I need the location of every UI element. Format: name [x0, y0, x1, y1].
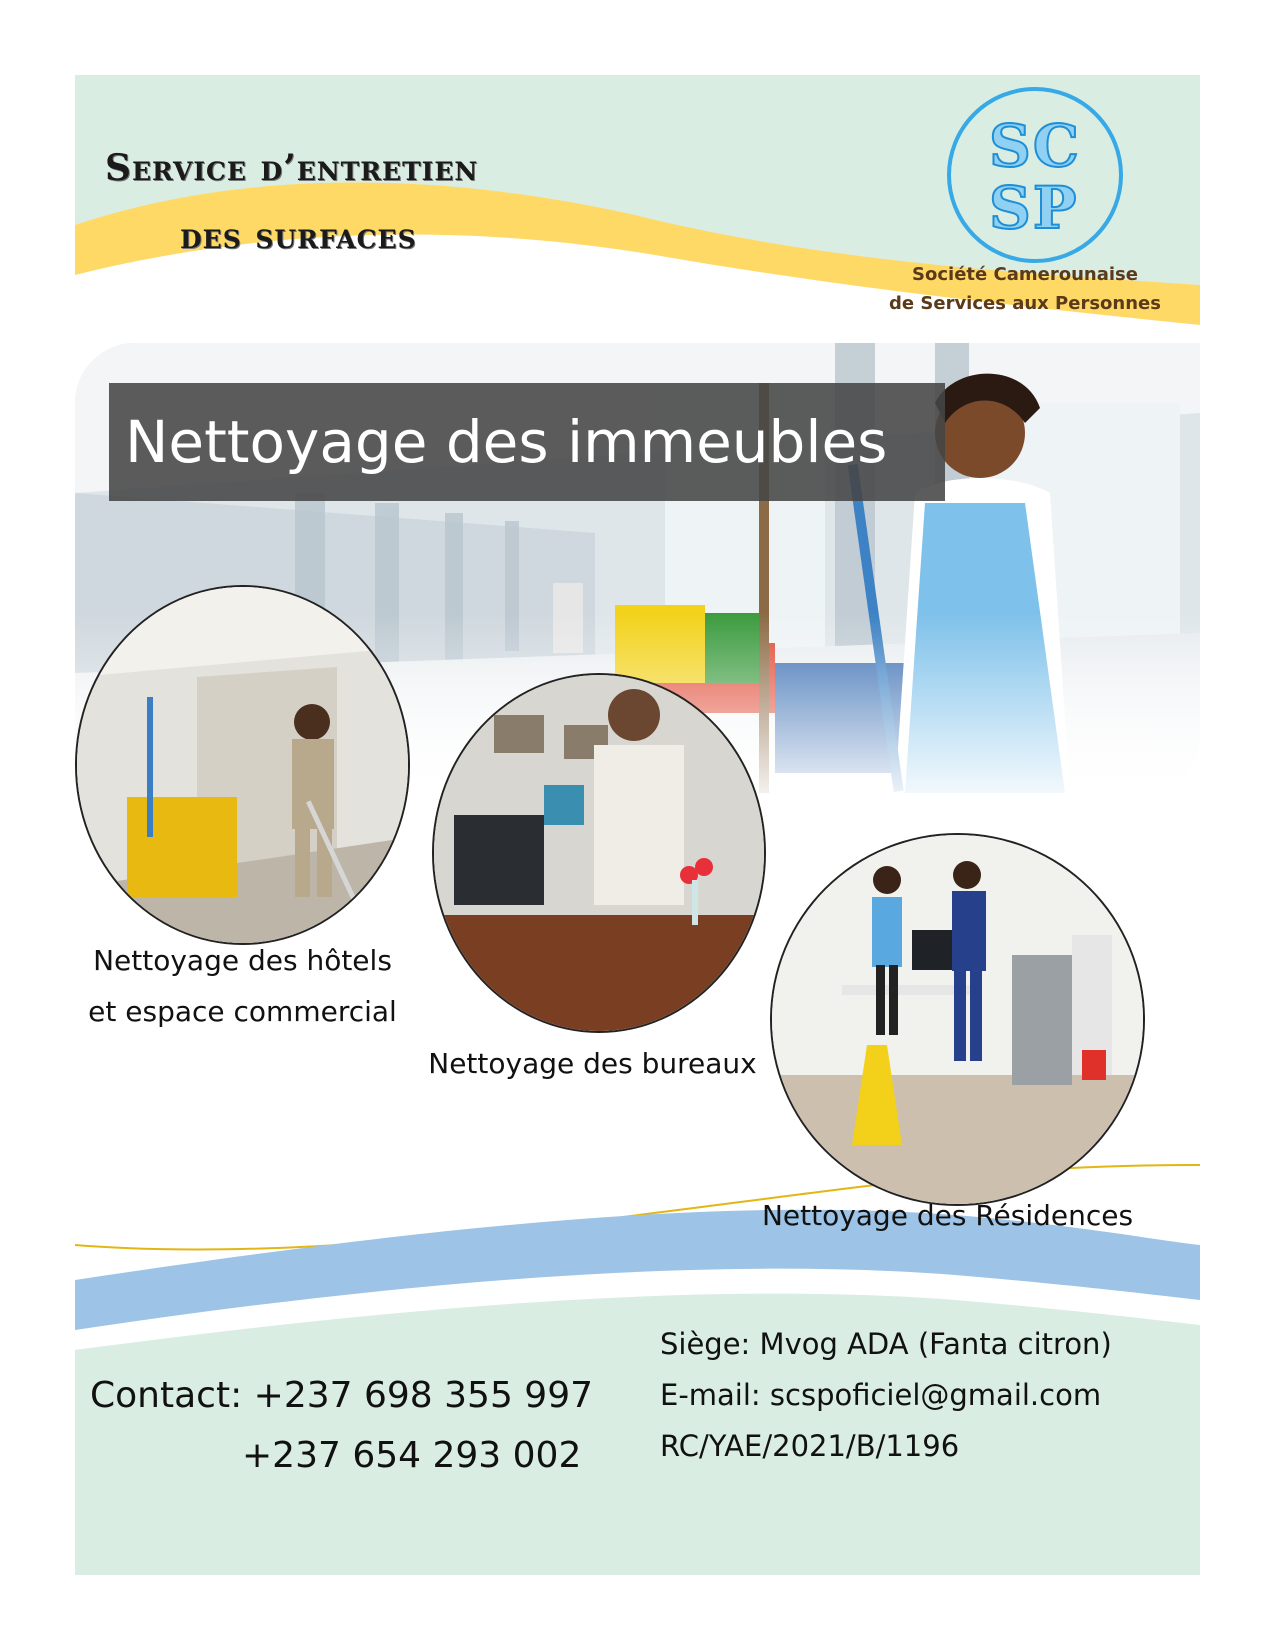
logo-caption-line-1: Société Camerounaise — [912, 264, 1138, 285]
caption-hotels-line-2: et espace commercial — [88, 995, 397, 1028]
header-title-line-1: Service d’entretien — [105, 147, 479, 189]
logo-letters-top: SC — [989, 112, 1082, 180]
contact-email[interactable]: E-mail: scspoficiel@gmail.com — [660, 1378, 1102, 1412]
flyer — [75, 75, 1200, 1575]
photo-residence-cleaners — [770, 833, 1145, 1206]
photo-residence-illustration — [772, 835, 1145, 1206]
caption-hotels — [75, 935, 410, 1037]
photo-office-cleaner — [432, 673, 766, 1033]
logo-caption-line-2: de Services aux Personnes — [889, 293, 1161, 314]
caption-offices: Nettoyage des bureaux — [428, 1047, 757, 1080]
photo-hotel-cleaner — [75, 585, 410, 945]
contact-label: Contact: — [90, 1375, 243, 1416]
photo-office-illustration — [434, 675, 766, 1033]
logo-letters-bottom: SP — [989, 174, 1079, 242]
scsp-logo — [947, 87, 1123, 263]
contact-line-1 — [90, 1375, 593, 1416]
contact-registration: RC/YAE/2021/B/1196 — [660, 1429, 960, 1463]
contact-seat: Siège: Mvog ADA (Fanta citron) — [660, 1327, 1112, 1361]
logo-caption — [875, 260, 1175, 318]
caption-residences: Nettoyage des Résidences — [761, 1199, 1134, 1232]
contact-phone-1[interactable]: +237 698 355 997 — [253, 1375, 594, 1416]
header-title-line-2: des surfaces — [180, 215, 417, 257]
contact-phone-2[interactable]: +237 654 293 002 — [242, 1435, 582, 1476]
hero-title: Nettoyage des immeubles — [109, 383, 945, 501]
caption-hotels-line-1: Nettoyage des hôtels — [93, 944, 392, 977]
photo-hotel-illustration — [77, 587, 410, 945]
